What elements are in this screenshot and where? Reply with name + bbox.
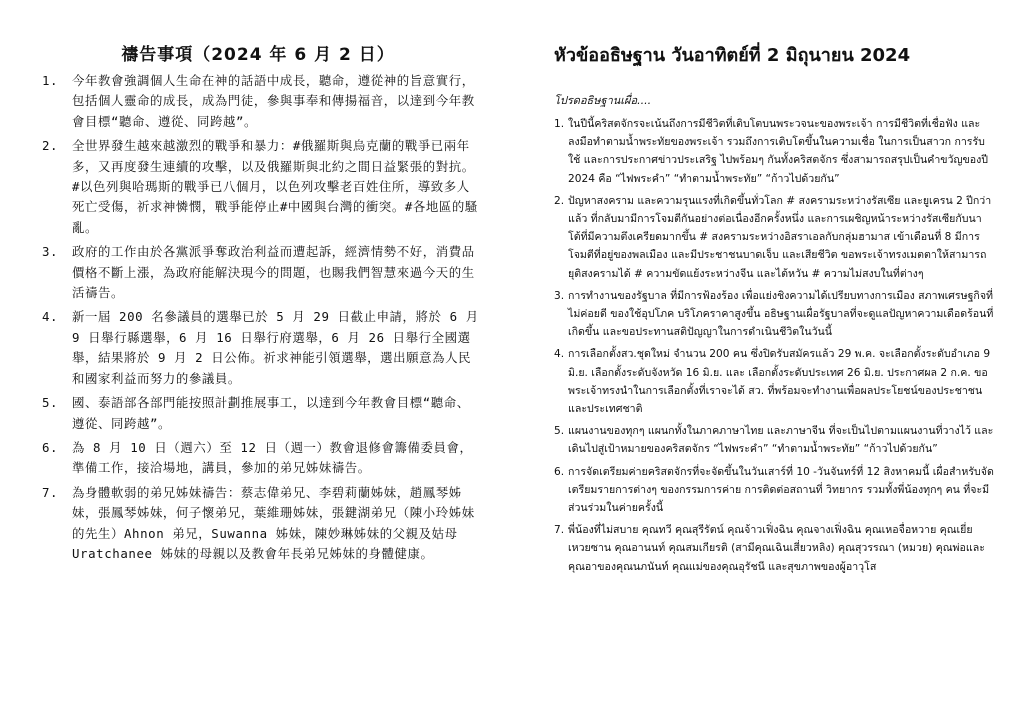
item-text: การทำงานของรัฐบาล ที่มีการฟ้องร้อง เพื่อแย่งชิงความได้เปรียบทางการเมือง สภาพเศรษฐกิจที่ไม่ค่อยดี ของใช้อุปโภค บริโภคราคาสูงขึ้น อธิษฐานเผื่อรัฐบาลที่จะดูแลปัญหาความเดือดร้อนที่เกิดขึ้น และขอประทานสติปัญญาในการดำเนินชีวิตในวันนี้ (568, 289, 994, 339)
thai-prayer-item (548, 115, 994, 188)
chinese-prayer-item (36, 307, 480, 389)
chinese-prayer-item (36, 136, 480, 238)
item-text: แผนงานของทุกๆ แผนกทั้งในภาคภาษาไทย และภาษาจีน ที่จะเป็นไปตามแผนงานที่วางไว้ และเดินไปสู่เป้าหมายของคริสตจักร “ไฟพระคำ” “ทำตามน้ำพระทัย” “ก้าวไปด้วยกัน” (568, 425, 994, 456)
item-number: 5. (42, 395, 59, 411)
thai-prayer-item (548, 521, 994, 576)
chinese-prayer-item (36, 242, 480, 303)
thai-prayer-list (548, 115, 994, 576)
thai-intro: โปรดอธิษฐานเผื่อ.... (554, 94, 652, 107)
item-number: 3. (554, 289, 565, 302)
item-number: 1. (42, 73, 59, 88)
item-text: 為身體軟弱的弟兄姊妹禱告：蔡志偉弟兄、李碧莉蘭姊妹，趙鳳琴姊妹，張鳳琴姊妹，何子懷弟兄，葉維珊姊妹，張鍵湖弟兄（陳小玲姊妹的先生）Ahnon 弟兄，Suwanna 姊妹，陳妙琳姊妹的父親及姑母 Uratchanee 姊妹的母親以及教會年長弟兄姊妹的身體健康。 (72, 484, 475, 561)
item-number: 2. (554, 194, 565, 207)
item-text: การจัดเตรียมค่ายคริสตจักรที่จะจัดขึ้นในวันเสาร์ที่ 10 -วันจันทร์ที่ 12 สิงหาคมนี้ เผื่อสำหรับจัดเตรียมรายการต่างๆ ของกรรมการค่าย การติดต่อสถานที่ วิทยากร รวมทั้งพี่น้องทุกๆ คน ที่จะมีส่วนร่วมในค่ายครั้งนี้ (568, 465, 994, 515)
item-number: 3. (42, 244, 59, 260)
chinese-prayer-column (36, 40, 480, 568)
item-text: 政府的工作由於各黨派爭奪政治利益而遭起訴，經濟情勢不好，消費品價格不斷上漲，為政府能解決現今的問題，也賜我們智慧來過今天的生活禱告。 (72, 244, 475, 301)
thai-prayer-item (548, 345, 994, 418)
item-number: 7. (554, 524, 565, 537)
item-number: 5. (554, 425, 565, 438)
thai-prayer-item (548, 192, 994, 283)
thai-prayer-item (548, 287, 994, 342)
item-text: 今年教會強調個人生命在神的話語中成長，聽命，遵從神的旨意實行，包括個人靈命的成長，成為門徒，參與事奉和傳揚福音，以達到今年教會目標“聽命、遵從、同跨越”。 (72, 73, 475, 129)
item-number: 7. (42, 484, 59, 500)
thai-prayer-item (548, 463, 994, 518)
item-text: 國、泰語部各部門能按照計劃推展事工，以達到今年教會目標“聽命、遵從、同跨越”。 (72, 395, 470, 431)
item-number: 6. (554, 465, 565, 478)
thai-prayer-column (548, 40, 994, 580)
chinese-prayer-item (36, 71, 480, 132)
item-number: 6. (42, 439, 59, 455)
item-number: 4. (42, 309, 59, 325)
item-number: 1. (554, 118, 565, 130)
chinese-title: 禱告事項（2024 年 6 月 2 日） (121, 45, 395, 65)
item-text: ปัญหาสงคราม และความรุนแรงที่เกิดขึ้นทั่วโลก # สงครามระหว่างรัสเซีย และยูเครน 2 ปีกว่าแล้ว ที่กลับมามีการโจมตีกันอย่างต่อเนื่องอีกครั้งหนึ่ง และการเผชิญหน้าระหว่างรัสเซียกับนาโต้ที่มีความตึงเครียดมากขึ้น # สงครามระหว่างอิสราเอลกับกลุ่มฮามาส เข้าเดือนที่ 8 มีการโจมตีที่อยู่ของพลเมือง และมีประชาชนบาดเจ็บ และเสียชีวิต ขอพระเจ้าทรงเมตตาให้สามารถยุติสงครามได้ # ความขัดแย้งระหว่างจีน และไต้หวัน # ความไม่สงบในที่ต่างๆ (568, 194, 992, 280)
item-number: 2. (42, 138, 59, 154)
item-text: ในปีนี้คริสตจักรจะเน้นถึงการมีชีวิตที่เติบโตบนพระวจนะของพระเจ้า การมีชีวิตที่เชื่อฟัง และลงมือทำตามน้ำพระทัยของพระเจ้า รวมถึงการเติบโตขึ้นในความเชื่อ ในการเป็นสาวก การรับใช้ และการประกาศข่าวประเสริฐ ไปพร้อมๆ กันทั้งคริสตจักร ซึ่งสามารถสรุปเป็นคำขวัญของปี 2024 คือ “ไฟพระคำ” “ทำตามน้ำพระทัย” “ก้าวไปด้วยกัน” (568, 118, 988, 185)
chinese-prayer-item (36, 438, 480, 479)
chinese-prayer-item (36, 393, 480, 434)
item-text: 新一屆 200 名參議員的選舉已於 5 月 29 日截止申請，將於 6 月 9 日舉行縣選舉，6 月 16 日舉行府選舉，6 月 26 日舉行全國選舉，結果將於 9 月 2 日公佈。祈求神能引領選舉，選出願意為人民和國家利益而努力的參議員。 (72, 309, 479, 386)
item-number: 4. (554, 348, 565, 361)
item-text: 全世界發生越來越激烈的戰爭和暴力：#俄羅斯與烏克蘭的戰爭已兩年多，又再度發生連續的攻擊，以及俄羅斯與北約之間日益緊張的對抗。#以色列與哈瑪斯的戰爭已八個月，以色列攻擊老百姓住所，導致多人死亡受傷，祈求神憐憫，戰爭能停止#中國與台灣的衝突。#各地區的騷亂。 (72, 138, 478, 235)
thai-prayer-item (548, 422, 994, 458)
thai-title: หัวข้ออธิษฐาน วันอาทิตย์ที่ 2 มิถุนายน 2024 (554, 45, 911, 66)
chinese-prayer-item (36, 483, 480, 565)
item-text: การเลือกตั้งสว.ชุดใหม่ จำนวน 200 คน ซึ่งปิดรับสมัครแล้ว 29 พ.ค. จะเลือกตั้งระดับอำเภอ 9 มิ.ย. เลือกตั้งระดับจังหวัด 16 มิ.ย. และ เลือกตั้งระดับประเทศ 26 มิ.ย. ประกาศผล 2 ก.ค. ขอพระเจ้าทรงนำในการเลือกตั้งที่เราจะได้ สว. ที่พร้อมจะทำงานเพื่อผลประโยชน์ของประชาชน และประเทศชาติ (568, 348, 991, 416)
item-text: 為 8 月 10 日（週六）至 12 日（週一）教會退修會籌備委員會，準備工作，接洽場地，講員，參加的弟兄姊妹禱告。 (72, 439, 473, 476)
chinese-prayer-list (36, 71, 480, 564)
item-text: พี่น้องที่ไม่สบาย คุณทวี คุณสุรีรัตน์ คุณจ้าวเฟิ่งฉิน คุณจางเฟิ่งฉิน คุณเหอจื่อหวาย คุณเยี่ยเหวยซาน คุณอานนท์ คุณสมเกียรติ (สามีคุณเฉินเสี่ยวหลิง) คุณสุวรรณา (หมวย) คุณพ่อและคุณอาของคุณนภนันท์ คุณแม่ของคุณอุรัชนี และสุขภาพของผู้อาวุโส (568, 524, 985, 573)
